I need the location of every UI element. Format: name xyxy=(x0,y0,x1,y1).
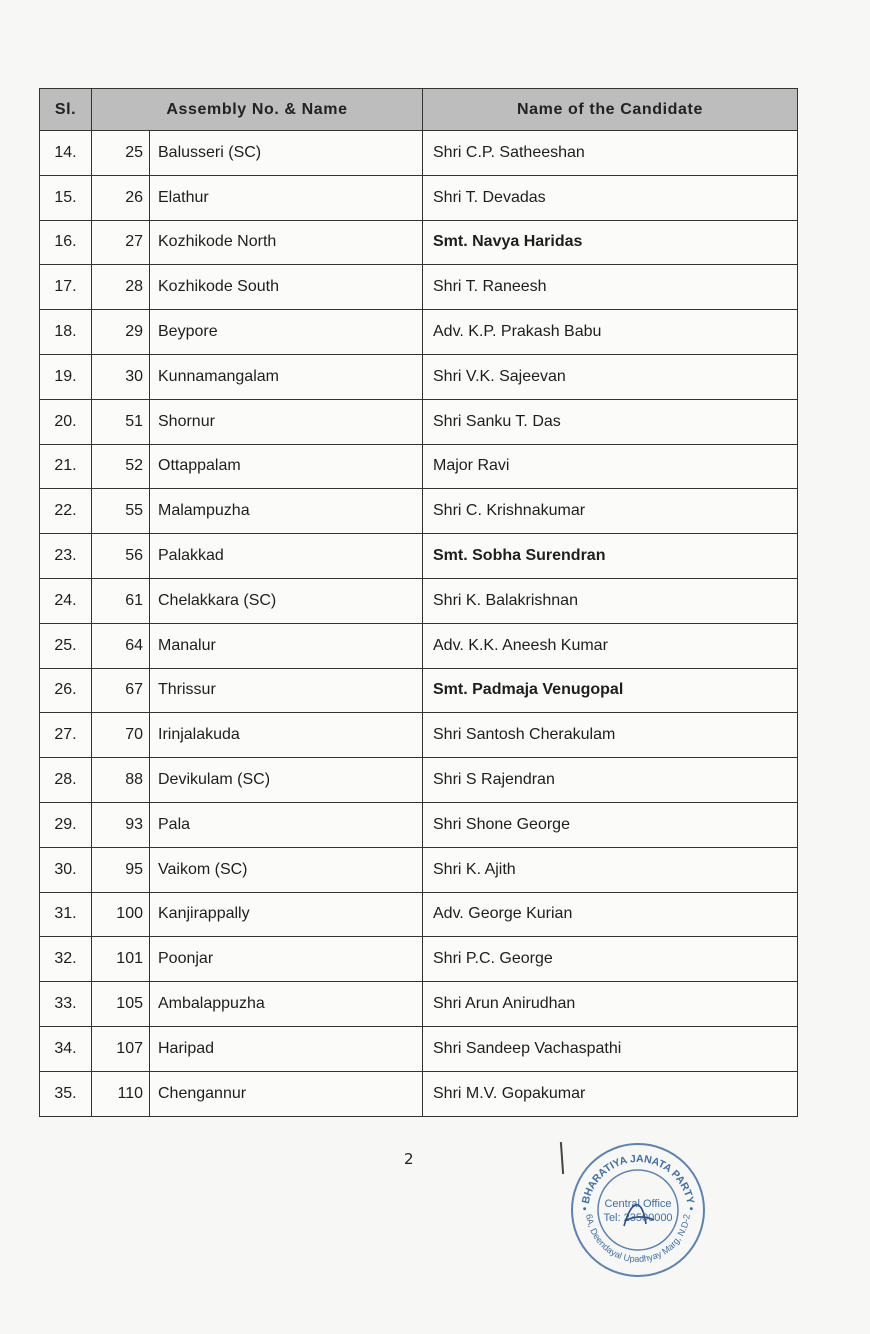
table-row xyxy=(40,758,798,803)
stamp-line2: Tel: 23500000 xyxy=(603,1212,673,1224)
cell-candidate: Shri V.K. Sajeevan xyxy=(423,354,798,399)
cell-assembly-no: 107 xyxy=(92,1026,150,1071)
cell-assembly-name: Irinjalakuda xyxy=(150,713,423,758)
cell-assembly-no: 25 xyxy=(92,131,150,176)
table-header-row xyxy=(40,89,798,131)
table-row xyxy=(40,713,798,758)
cell-assembly-no: 64 xyxy=(92,623,150,668)
table-row xyxy=(40,847,798,892)
cell-assembly-no: 110 xyxy=(92,1071,150,1116)
cell-assembly-name: Manalur xyxy=(150,623,423,668)
candidate-table xyxy=(39,88,798,1117)
table-row xyxy=(40,578,798,623)
cell-assembly-name: Haripad xyxy=(150,1026,423,1071)
table-row xyxy=(40,1026,798,1071)
cell-sl: 27. xyxy=(40,713,92,758)
cell-candidate: Adv. K.K. Aneesh Kumar xyxy=(423,623,798,668)
cell-sl: 26. xyxy=(40,668,92,713)
cell-assembly-name: Balusseri (SC) xyxy=(150,131,423,176)
cell-assembly-name: Ottappalam xyxy=(150,444,423,489)
cell-sl: 17. xyxy=(40,265,92,310)
table-row xyxy=(40,220,798,265)
cell-assembly-no: 88 xyxy=(92,758,150,803)
cell-assembly-no: 67 xyxy=(92,668,150,713)
table-row xyxy=(40,175,798,220)
header-candidate: Name of the Candidate xyxy=(423,89,798,131)
cell-candidate: Shri T. Devadas xyxy=(423,175,798,220)
cell-sl: 15. xyxy=(40,175,92,220)
table-row xyxy=(40,982,798,1027)
cell-assembly-name: Beypore xyxy=(150,310,423,355)
cell-assembly-name: Palakkad xyxy=(150,534,423,579)
stamp-line1: Central Office xyxy=(604,1198,672,1210)
table-row xyxy=(40,489,798,534)
cell-sl: 14. xyxy=(40,131,92,176)
cell-assembly-no: 56 xyxy=(92,534,150,579)
table-row xyxy=(40,534,798,579)
cell-sl: 33. xyxy=(40,982,92,1027)
party-seal-stamp xyxy=(566,1140,710,1280)
cell-candidate: Smt. Padmaja Venugopal xyxy=(423,668,798,713)
cell-assembly-no: 28 xyxy=(92,265,150,310)
cell-assembly-name: Kanjirappally xyxy=(150,892,423,937)
cell-sl: 31. xyxy=(40,892,92,937)
cell-assembly-no: 93 xyxy=(92,802,150,847)
cell-assembly-name: Shornur xyxy=(150,399,423,444)
cell-candidate: Adv. George Kurian xyxy=(423,892,798,937)
table-row xyxy=(40,892,798,937)
table-row xyxy=(40,444,798,489)
cell-assembly-no: 95 xyxy=(92,847,150,892)
cell-candidate: Major Ravi xyxy=(423,444,798,489)
cell-assembly-no: 105 xyxy=(92,982,150,1027)
cell-candidate: Shri Sandeep Vachaspathi xyxy=(423,1026,798,1071)
cell-assembly-no: 29 xyxy=(92,310,150,355)
cell-sl: 35. xyxy=(40,1071,92,1116)
pen-mark xyxy=(560,1142,564,1174)
cell-assembly-name: Pala xyxy=(150,802,423,847)
cell-sl: 20. xyxy=(40,399,92,444)
page-number: 2 xyxy=(404,1150,414,1168)
cell-assembly-name: Vaikom (SC) xyxy=(150,847,423,892)
cell-candidate: Shri Arun Anirudhan xyxy=(423,982,798,1027)
cell-sl: 22. xyxy=(40,489,92,534)
table-row xyxy=(40,623,798,668)
cell-sl: 29. xyxy=(40,802,92,847)
stamp-outer-text-top: • BHARATIYA JANATA PARTY • xyxy=(578,1152,698,1211)
cell-assembly-name: Kozhikode North xyxy=(150,220,423,265)
cell-assembly-name: Chelakkara (SC) xyxy=(150,578,423,623)
cell-assembly-no: 51 xyxy=(92,399,150,444)
cell-assembly-no: 52 xyxy=(92,444,150,489)
cell-assembly-no: 55 xyxy=(92,489,150,534)
cell-sl: 34. xyxy=(40,1026,92,1071)
cell-candidate: Shri K. Balakrishnan xyxy=(423,578,798,623)
cell-assembly-name: Poonjar xyxy=(150,937,423,982)
cell-sl: 19. xyxy=(40,354,92,399)
cell-assembly-name: Kozhikode South xyxy=(150,265,423,310)
cell-sl: 28. xyxy=(40,758,92,803)
cell-sl: 25. xyxy=(40,623,92,668)
table-row xyxy=(40,668,798,713)
cell-candidate: Shri S Rajendran xyxy=(423,758,798,803)
table-row xyxy=(40,1071,798,1116)
cell-assembly-name: Elathur xyxy=(150,175,423,220)
table-row xyxy=(40,399,798,444)
cell-assembly-no: 26 xyxy=(92,175,150,220)
cell-assembly-no: 27 xyxy=(92,220,150,265)
cell-assembly-no: 70 xyxy=(92,713,150,758)
cell-sl: 16. xyxy=(40,220,92,265)
cell-sl: 32. xyxy=(40,937,92,982)
cell-sl: 23. xyxy=(40,534,92,579)
cell-assembly-no: 61 xyxy=(92,578,150,623)
cell-candidate: Shri K. Ajith xyxy=(423,847,798,892)
cell-sl: 30. xyxy=(40,847,92,892)
cell-assembly-no: 30 xyxy=(92,354,150,399)
table-row xyxy=(40,265,798,310)
cell-assembly-no: 100 xyxy=(92,892,150,937)
table-row xyxy=(40,131,798,176)
cell-assembly-name: Devikulam (SC) xyxy=(150,758,423,803)
cell-candidate: Shri C.P. Satheeshan xyxy=(423,131,798,176)
cell-assembly-name: Kunnamangalam xyxy=(150,354,423,399)
table-row xyxy=(40,354,798,399)
cell-candidate: Shri T. Raneesh xyxy=(423,265,798,310)
cell-assembly-name: Chengannur xyxy=(150,1071,423,1116)
cell-sl: 18. xyxy=(40,310,92,355)
cell-candidate: Shri P.C. George xyxy=(423,937,798,982)
cell-assembly-name: Malampuzha xyxy=(150,489,423,534)
header-assembly: Assembly No. & Name xyxy=(92,89,423,131)
stamp-outer-text-bottom: 6A, Deendayal Upadhyay Marg, N.D-2 xyxy=(584,1213,692,1265)
cell-candidate: Shri C. Krishnakumar xyxy=(423,489,798,534)
cell-candidate: Smt. Navya Haridas xyxy=(423,220,798,265)
table-row xyxy=(40,802,798,847)
cell-assembly-name: Thrissur xyxy=(150,668,423,713)
table-body xyxy=(40,131,798,1117)
cell-assembly-no: 101 xyxy=(92,937,150,982)
header-sl: Sl. xyxy=(40,89,92,131)
cell-candidate: Shri Shone George xyxy=(423,802,798,847)
cell-sl: 24. xyxy=(40,578,92,623)
cell-candidate: Shri Santosh Cherakulam xyxy=(423,713,798,758)
cell-candidate: Adv. K.P. Prakash Babu xyxy=(423,310,798,355)
cell-candidate: Smt. Sobha Surendran xyxy=(423,534,798,579)
cell-assembly-name: Ambalappuzha xyxy=(150,982,423,1027)
cell-candidate: Shri Sanku T. Das xyxy=(423,399,798,444)
table-row xyxy=(40,310,798,355)
cell-candidate: Shri M.V. Gopakumar xyxy=(423,1071,798,1116)
table-row xyxy=(40,937,798,982)
cell-sl: 21. xyxy=(40,444,92,489)
